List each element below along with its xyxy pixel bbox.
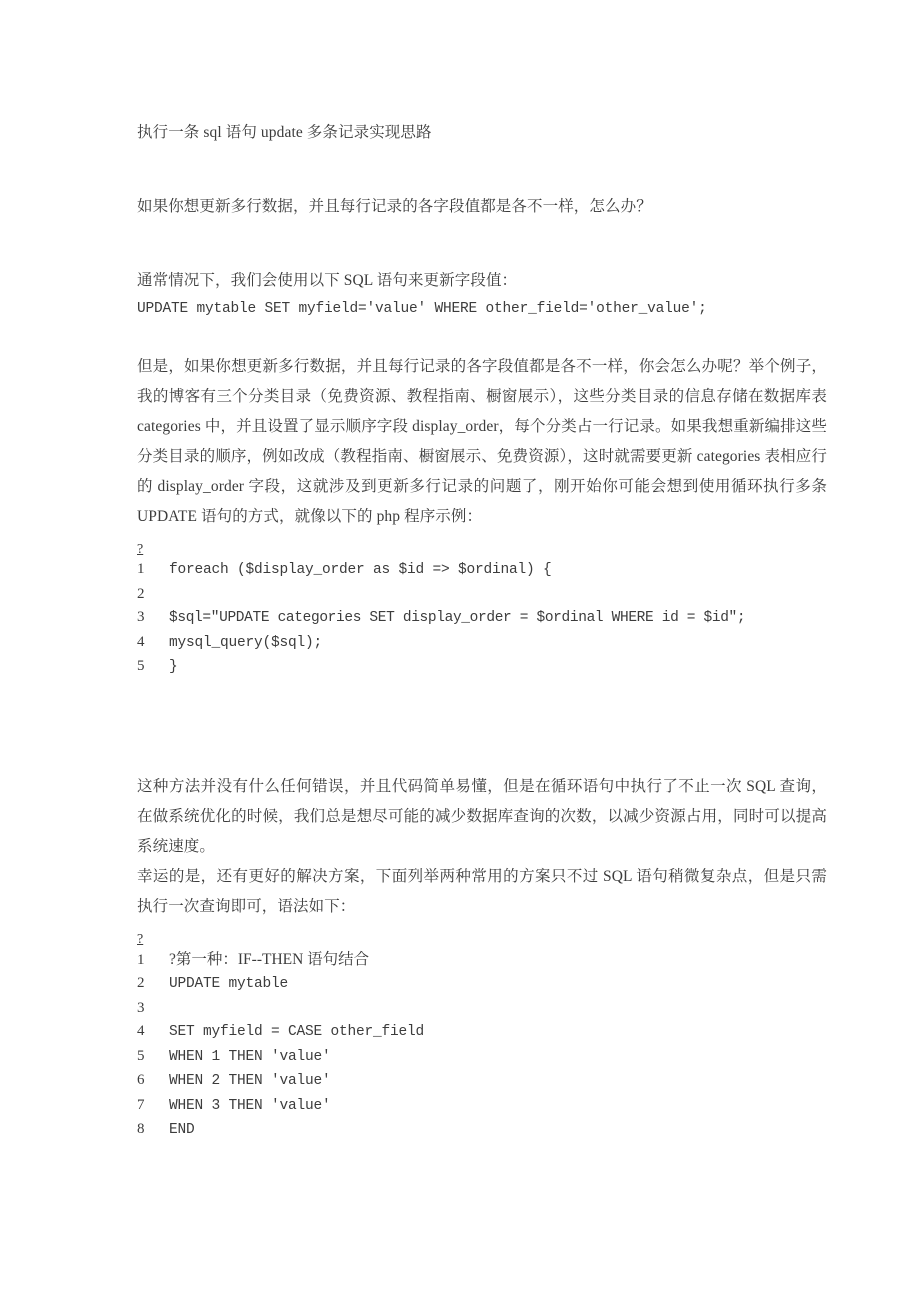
code-line	[137, 631, 827, 656]
code-line	[137, 1020, 827, 1045]
line-content[interactable]: mysql_query($sql);	[169, 634, 323, 651]
paragraph-usual-case: 通常情况下，我们会使用以下 SQL 语句来更新字段值：	[137, 272, 518, 289]
line-number: 2	[137, 975, 145, 991]
line-content[interactable]: ?第一种：IF--THEN 语句结合	[169, 950, 370, 968]
code-block-sql-case	[137, 930, 827, 1143]
code-line	[137, 558, 827, 583]
line-number: 5	[137, 1047, 145, 1064]
line-content[interactable]: foreach ($display_order as $id => $ordinal) {	[169, 562, 552, 578]
spacer	[137, 222, 827, 266]
line-number: 1	[137, 951, 145, 968]
code-line	[137, 1118, 827, 1143]
code-line	[137, 1045, 827, 1070]
spacer	[137, 322, 827, 352]
code-view-source-link[interactable]: ?	[137, 542, 144, 557]
code-line	[137, 997, 827, 1021]
line-number: 1	[137, 561, 145, 577]
line-number: 3	[137, 999, 145, 1016]
code-line	[137, 583, 827, 607]
line-number: 6	[137, 1072, 145, 1088]
paragraph-intro: 如果你想更新多行数据，并且每行记录的各字段值都是各不一样，怎么办？	[137, 198, 652, 215]
line-content[interactable]: END	[169, 1122, 195, 1138]
line-content[interactable]: }	[169, 659, 178, 675]
line-number: 7	[137, 1096, 145, 1113]
page-title: 执行一条 sql 语句 update 多条记录实现思路	[137, 124, 432, 141]
line-content[interactable]: WHEN 1 THEN 'value'	[169, 1048, 331, 1065]
line-number: 4	[137, 633, 145, 650]
code-line	[137, 948, 827, 973]
code-view-source-link[interactable]: ?	[137, 931, 144, 947]
line-number: 8	[137, 1121, 145, 1137]
paragraph-drawback: 这种方法并没有什么任何错误，并且代码简单易懂，但是在循环语句中执行了不止一次 SQL 查询，在做系统优化的时候，我们总是想尽可能的减少数据库查询的次数，以减少资源占用，同时可以提高系统速度。	[137, 777, 827, 855]
line-content[interactable]: WHEN 3 THEN 'value'	[169, 1097, 331, 1114]
code-line	[137, 972, 827, 997]
line-number: 2	[137, 585, 145, 602]
code-line	[137, 655, 827, 680]
code-line	[137, 1094, 827, 1119]
code-toolbar	[137, 540, 827, 558]
document-content	[137, 118, 827, 1143]
line-content[interactable]: $sql="UPDATE categories SET display_order = $ordinal WHERE id = $id";	[169, 610, 746, 626]
paragraph-better-solution: 幸运的是，还有更好的解决方案，下面列举两种常用的方案只不过 SQL 语句稍微复杂点，但是只需执行一次查询即可，语法如下：	[137, 867, 827, 915]
line-content[interactable]: SET myfield = CASE other_field	[169, 1024, 425, 1040]
inline-sql-statement: UPDATE mytable SET myfield='value' WHERE other_field='other_value';	[137, 301, 707, 317]
code-lines	[137, 558, 827, 680]
line-content[interactable]: UPDATE mytable	[169, 976, 289, 992]
code-lines	[137, 948, 827, 1143]
spacer	[137, 922, 827, 930]
line-number: 5	[137, 658, 145, 674]
spacer	[137, 148, 827, 192]
code-line	[137, 1069, 827, 1094]
line-number: 3	[137, 609, 145, 625]
code-toolbar	[137, 930, 827, 948]
code-block-php-loop	[137, 540, 827, 680]
line-content[interactable]: WHEN 2 THEN 'value'	[169, 1073, 331, 1089]
code-line	[137, 606, 827, 631]
spacer	[137, 680, 827, 772]
spacer	[137, 532, 827, 540]
line-number: 4	[137, 1023, 145, 1039]
paragraph-example-explanation: 但是，如果你想更新多行数据，并且每行记录的各字段值都是各不一样，你会怎么办呢？举个例子，我的博客有三个分类目录（免费资源、教程指南、橱窗展示），这些分类目录的信息存储在数据库表 categories 中，并且设置了显示顺序字段 display_order，每个分类占一行记录。如果我想重新编排这些分类目录的顺序，例如改成（教程指南、橱窗展示、免费资源），这时就需要更新 categories 表相应行的 display_order 字段，这就涉及到更新多行记录的问题了，刚开始你可能会想到使用循环执行多条 UPDATE 语句的方式，就像以下的 php 程序示例：	[137, 358, 827, 525]
